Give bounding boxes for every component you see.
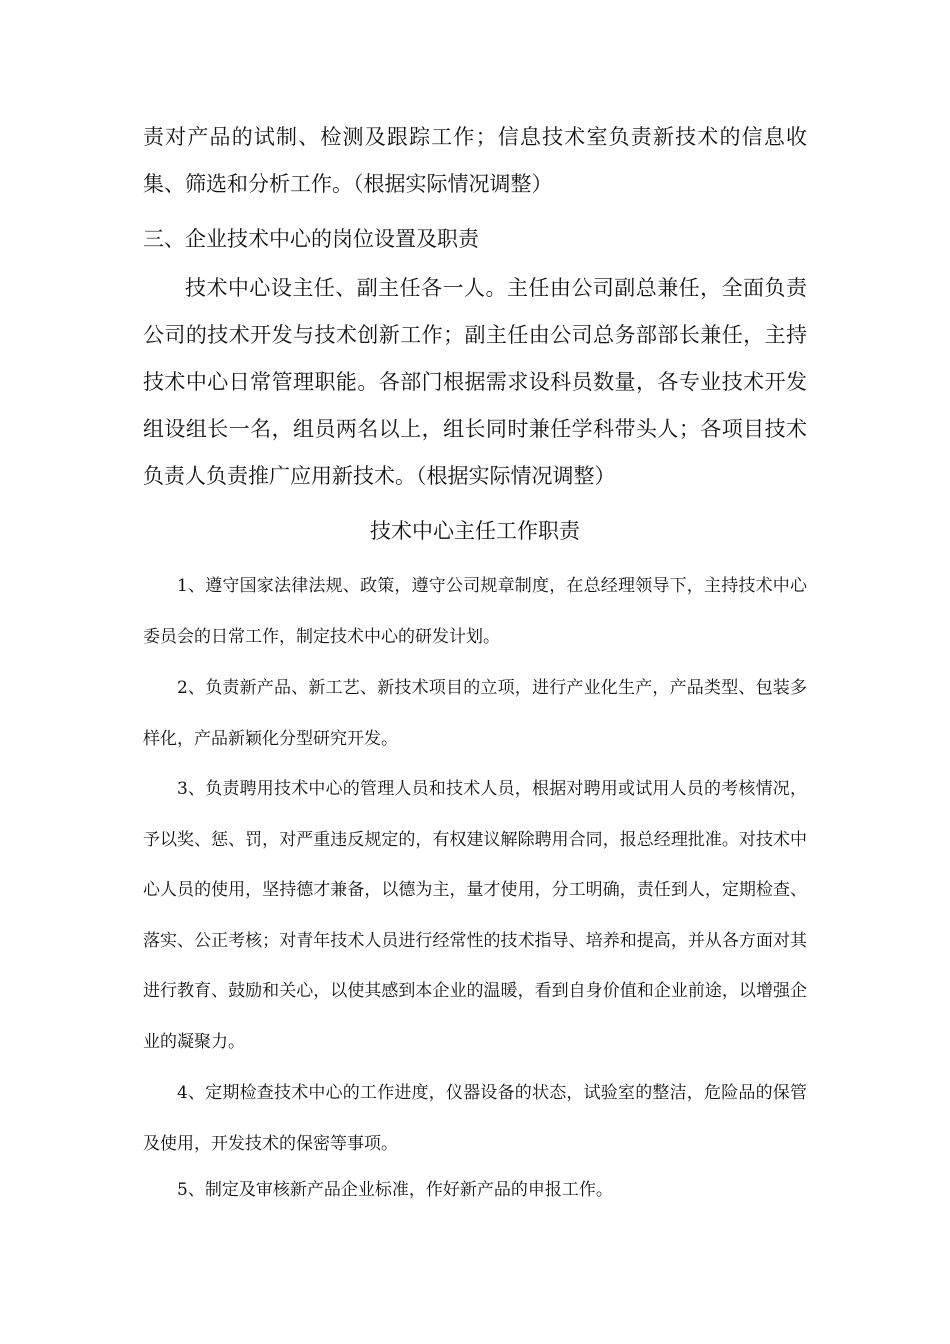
duty-item-4: 4、定期检查技术中心的工作进度，仪器设备的状态，试验室的整洁，危险品的保管及使用，开发技术的保密等事项。 [143, 1083, 807, 1154]
section-heading: 三、企业技术中心的岗位设置及职责 [143, 227, 479, 251]
duty-item-1: 1、遵守国家法律法规、政策，遵守公司规章制度，在总经理领导下，主持技术中心委员会的日常工作，制定技术中心的研发计划。 [143, 576, 807, 647]
duty-item-5: 5、制定及审核新产品企业标准，作好新产品的申报工作。 [177, 1180, 613, 1200]
paragraph-continuation: 责对产品的试制、检测及跟踪工作；信息技术室负责新技术的信息收集、筛选和分析工作。（根据实际情况调整） [143, 125, 807, 196]
duty-item-3: 3、负责聘用技术中心的管理人员和技术人员，根据对聘用或试用人员的考核情况，予以奖、惩、罚，对严重违反规定的，有权建议解除聘用合同，报总经理批准。对技术中心人员的使用，坚持德才兼备，以德为主，量才使用，分工明确，责任到人，定期检查、落实、公正考核；对青年技术人员进行经常性的技术指导、培养和提高，并从各方面对其进行教育、鼓励和关心，以使其感到本企业的温暖，看到自身价值和企业前途，以增强企业的凝聚力。 [143, 779, 807, 1052]
paragraph-positions: 技术中心设主任、副主任各一人。主任由公司副总兼任，全面负责公司的技术开发与技术创新工作；副主任由公司总务部部长兼任，主持技术中心日常管理职能。各部门根据需求设科员数量，各专业技术开发组设组长一名，组员两名以上，组长同时兼任学科带头人；各项目技术负责人负责推广应用新技术。（根据实际情况调整） [143, 276, 807, 488]
section-title: 技术中心主任工作职责 [370, 519, 580, 543]
duty-item-2: 2、负责新产品、新工艺、新技术项目的立项，进行产业化生产，产品类型、包装多样化，产品新颖化分型研究开发。 [143, 678, 807, 749]
